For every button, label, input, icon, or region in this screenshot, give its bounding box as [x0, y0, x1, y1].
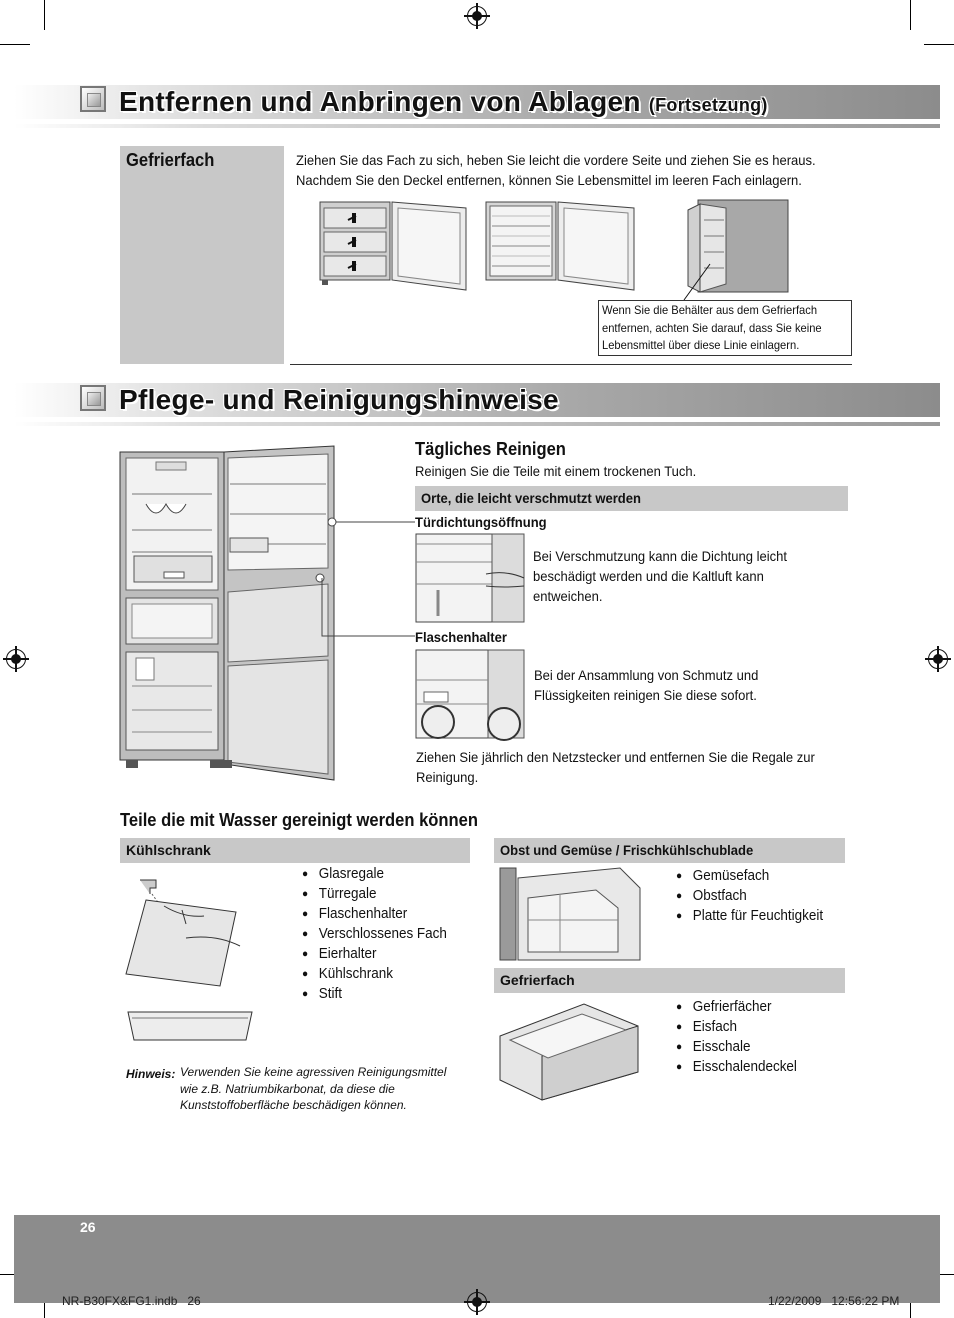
list-item: ● Eierhalter — [302, 944, 447, 964]
door-seal-illustration — [416, 534, 526, 624]
list-item: ● Glasregale — [302, 864, 447, 884]
file-info: NR-B30FX&FG1.indb 26 — [62, 1294, 201, 1308]
dirty-places-bar: Orte, die leicht verschmutzt werden — [415, 486, 848, 511]
note-text: Verwenden Sie keine agressiven Reinigungsmittel wie z.B. Natriumbikarbonat, da diese die Kunststoffoberfläche beschädigen können. — [180, 1065, 447, 1112]
print-timestamp: 1/22/2009 12:56:22 PM — [768, 1294, 900, 1308]
page-number: 26 — [80, 1219, 96, 1235]
list-item: ● Eisfach — [676, 1017, 797, 1037]
list-item: ● Flaschenhalter — [302, 904, 447, 924]
list-item: ● Türregale — [302, 884, 447, 904]
list-item: ● Eisschalendeckel — [676, 1057, 797, 1077]
instruction-text: Ziehen Sie das Fach zu sich, heben Sie leicht die vordere Seite und ziehen Sie es heraus. — [296, 152, 816, 168]
freezer-bar: Gefrierfach — [494, 968, 845, 993]
freezer-parts-list — [676, 997, 797, 1077]
instruction-text: Nachdem Sie den Deckel entfernen, können Sie Lebensmittel im leeren Fach einlagern. — [296, 172, 802, 188]
fridge-bar: Kühlschrank — [120, 838, 470, 863]
list-item: ● Verschlossenes Fach — [302, 924, 447, 944]
bottle-holder-text: Bei der Ansammlung von Schmutz und Flüssigkeiten reinigen Sie diese sofort. — [534, 667, 759, 703]
bottle-holder-illustration — [416, 650, 526, 740]
washable-parts-heading: Teile die mit Wasser gereinigt werden können — [120, 810, 478, 830]
title-suffix: (Fortsetzung) — [648, 95, 768, 115]
list-item: ● Platte für Feuchtigkeit — [676, 906, 823, 926]
note-label: Hinweis: — [126, 1067, 176, 1081]
door-shelf-illustration — [124, 1010, 256, 1044]
door-seal-text: Bei Verschmutzung kann die Dichtung leicht beschädigt werden und die Kaltluft kann entweichen. — [533, 548, 788, 604]
bottle-holder-label: Flaschenhalter — [415, 629, 507, 645]
fridge-parts-list — [302, 864, 447, 1004]
vegetable-bar: Obst und Gemüse / Frischkühlschublade — [494, 838, 845, 863]
daily-cleaning-heading: Tägliches Reinigen — [415, 439, 566, 459]
section-title: Pflege- und Reinigungshinweise — [119, 384, 559, 415]
yearly-cleaning-text: Ziehen Sie jährlich den Netzstecker und entfernen Sie die Regale zur Reinigung. — [416, 749, 815, 785]
list-item: ● Gefrierfächer — [676, 997, 797, 1017]
daily-cleaning-text: Reinigen Sie die Teile mit einem trockenen Tuch. — [415, 463, 697, 479]
freezer-label: Gefrierfach — [126, 150, 215, 170]
list-item: ● Eisschale — [676, 1037, 797, 1057]
vegetable-drawer-illustration — [500, 868, 642, 960]
storage-line-callout: Wenn Sie die Behälter aus dem Gefrierfach entfernen, achten Sie darauf, dass Sie keine Lebensmittel über diese Linie einlagern. — [598, 300, 852, 356]
washing-shelf-illustration — [126, 866, 246, 986]
vegetable-parts-list — [676, 866, 823, 926]
section-title: Entfernen und Anbringen von Ablagen (Fortsetzung) — [119, 86, 768, 117]
registration-mark-icon — [467, 1292, 487, 1312]
door-seal-label: Türdichtungsöffnung — [415, 514, 547, 530]
list-item: ● Kühlschrank — [302, 964, 447, 984]
list-item: ● Gemüsefach — [676, 866, 823, 886]
list-item: ● Stift — [302, 984, 447, 1004]
list-item: ● Obstfach — [676, 886, 823, 906]
freezer-drawer-illustration — [498, 1002, 640, 1100]
